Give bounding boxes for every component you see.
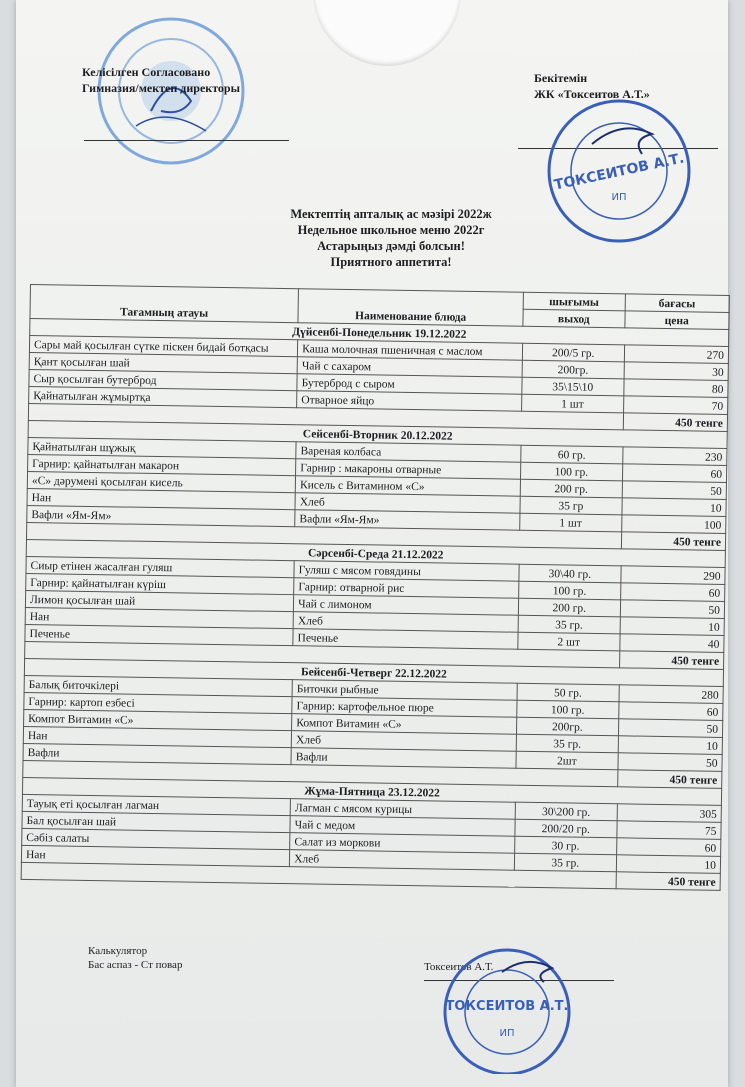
dish-name-ru: Вареная колбаса: [296, 442, 521, 463]
menu-sheet: [16, 0, 728, 1087]
dish-price: 50: [622, 481, 727, 500]
wish-ru: Приятного аппетита!: [330, 255, 452, 269]
menu-title: [216, 206, 566, 270]
approval-right-line2: ЖК «Токсеитов А.Т.»: [534, 87, 650, 101]
day-total: 450 тенге: [616, 872, 721, 891]
dish-price: 10: [621, 498, 726, 517]
approval-right-line1: Бекітемін: [534, 71, 588, 85]
dish-yield: 200гр.: [517, 717, 619, 736]
title-ru: Недельное школьное меню 2022г: [297, 223, 485, 237]
dish-name-kz: Сиыр етінен жасалған гуляш: [26, 556, 294, 577]
dish-price: 50: [620, 600, 725, 619]
dish-name-ru: Печенье: [293, 629, 518, 650]
dish-price: 60: [620, 583, 725, 602]
dish-name-kz: Гарнир: картоп езбесі: [24, 692, 292, 713]
dish-name-ru: Хлеб: [291, 731, 516, 752]
dish-price: 60: [616, 838, 721, 857]
dish-yield: 35 гр.: [516, 734, 618, 753]
day-total: 450 тенге: [619, 651, 724, 670]
dish-name-ru: Хлеб: [290, 850, 515, 871]
approval-left: [82, 64, 240, 96]
dish-price: 230: [622, 447, 727, 466]
dish-name-ru: Бутерброд с сыром: [297, 374, 522, 395]
dish-name-kz: Тауық еті қосылған лагман: [22, 794, 290, 815]
sheet-protector-notch: [313, 0, 461, 66]
dish-name-kz: Вафли: [23, 743, 291, 764]
col-price-ru: цена: [624, 311, 729, 330]
dish-name-kz: Нан: [27, 488, 295, 509]
dish-name-ru: Вафли: [291, 748, 516, 769]
col-yield-ru: выход: [523, 309, 625, 328]
dish-name-kz: Гарнир: қайнатылған күріш: [26, 573, 294, 594]
stamp-bottom-name: ТОКСЕИТОВ А.Т.: [445, 999, 569, 1014]
dish-yield: 1 шт: [520, 513, 622, 532]
dish-yield: 30\40 гр.: [519, 564, 621, 583]
dish-name-kz: Печенье: [25, 624, 293, 645]
dish-name-ru: Компот Витамин «С»: [292, 714, 517, 735]
dish-price: 75: [616, 821, 721, 840]
menu-table: [21, 284, 730, 891]
dish-name-kz: Қайнатылған жұмыртқа: [29, 386, 297, 407]
footer-chef: Бас аспаз - Ст повар: [88, 959, 183, 971]
dish-name-ru: Гуляш с мясом говядины: [294, 561, 519, 582]
dish-name-kz: Сыр қосылған бутерброд: [29, 369, 297, 390]
dish-name-ru: Кисель с Витамином «С»: [295, 476, 520, 497]
dish-name-kz: Қант қосылған шай: [29, 352, 297, 373]
col-name-ru: Наименование блюда: [298, 289, 523, 327]
dish-name-ru: Гарнир: отварной рис: [294, 578, 519, 599]
dish-price: 280: [619, 685, 724, 704]
dish-price: 270: [624, 345, 729, 364]
dish-yield: 100 гр.: [521, 462, 623, 481]
dish-name-kz: Нан: [21, 845, 289, 866]
dish-name-kz: Сәбіз салаты: [22, 828, 290, 849]
dish-yield: 200гр.: [522, 360, 624, 379]
col-yield-kz: шығымы: [523, 292, 625, 311]
day-title: Жұма-Пятница 23.12.2022: [22, 777, 721, 805]
dish-name-ru: Хлеб: [295, 493, 520, 514]
dish-name-kz: Вафли «Ям-Ям»: [27, 505, 295, 526]
dish-name-kz: Гарнир: қайнатылған макарон: [28, 454, 296, 475]
table-header-row: [30, 285, 729, 313]
approval-left-line2: Гимназия/мектеп директоры: [82, 81, 240, 95]
dish-name-kz: Нан: [25, 607, 293, 628]
dish-name-kz: Лимон қосылған шай: [25, 590, 293, 611]
day-title: Сәрсенбі-Среда 21.12.2022: [26, 539, 725, 567]
dish-yield: 1 шт: [522, 394, 624, 413]
day-title: Бейсенбі-Четверг 22.12.2022: [24, 658, 723, 686]
dish-price: 50: [618, 719, 723, 738]
dish-name-kz: Компот Витамин «С»: [24, 709, 292, 730]
approval-left-line1: Келісілген Согласовано: [82, 65, 211, 79]
dish-name-kz: Бал қосылған шай: [22, 811, 290, 832]
dish-price: 60: [618, 702, 723, 721]
dish-yield: 200 гр.: [520, 479, 622, 498]
dish-name-kz: Қайнатылған шұжық: [28, 437, 296, 458]
day-total: 450 тенге: [617, 770, 722, 789]
dish-price: 305: [617, 804, 722, 823]
wish-kz: Астарыңыз дәмді болсын!: [317, 239, 465, 253]
dish-name-ru: Чай с лимоном: [294, 595, 519, 616]
dish-yield: 100 гр.: [517, 700, 619, 719]
menu-body: [21, 319, 729, 891]
col-price-kz: бағасы: [625, 294, 730, 313]
day-title: Дүйсенбі-Понедельник 19.12.2022: [30, 319, 729, 347]
dish-yield: 50 гр.: [517, 683, 619, 702]
dish-price: 100: [621, 515, 726, 534]
day-total: 450 тенге: [621, 532, 726, 551]
dish-name-kz: Балық биточкілері: [24, 675, 292, 696]
dish-yield: 35\15\10: [522, 377, 624, 396]
dish-yield: 60 гр.: [521, 445, 623, 464]
dish-yield: 100 гр.: [519, 581, 621, 600]
dish-price: 50: [617, 753, 722, 772]
dish-yield: 30 гр.: [515, 836, 617, 855]
dish-price: 80: [623, 379, 728, 398]
dish-name-ru: Гарнир: картофельное пюре: [292, 697, 517, 718]
dish-name-ru: Чай с сахаром: [297, 357, 522, 378]
dish-name-ru: Хлеб: [293, 612, 518, 633]
dish-name-ru: Каша молочная пшеничная с маслом: [298, 340, 523, 361]
dish-yield: 30\200 гр.: [515, 802, 617, 821]
dish-yield: 35 гр.: [514, 853, 616, 872]
stamp-bottom-type: ИП: [499, 1028, 515, 1039]
dish-name-ru: Чай с медом: [290, 816, 515, 837]
signature-line-left: [84, 140, 289, 141]
footer-signer: Токсеитов А.Т.: [424, 961, 494, 973]
dish-name-kz: «С» дәрумені қосылған кисель: [27, 471, 295, 492]
ip-stamp-bottom: [432, 944, 582, 1074]
ip-stamp-top: [544, 96, 694, 246]
dish-yield: 200 гр.: [518, 598, 620, 617]
footer-calc: Калькулятор: [88, 945, 148, 957]
dish-price: 10: [620, 617, 725, 636]
stamp-top-name: ТОКСЕИТОВ А.Т.: [552, 150, 686, 194]
dish-price: 30: [624, 362, 729, 381]
dish-name-kz: Нан: [23, 726, 291, 747]
dish-price: 60: [622, 464, 727, 483]
footer-left: [88, 944, 182, 972]
dish-yield: 2шт: [516, 751, 618, 770]
dish-yield: 200/5 гр.: [522, 343, 624, 362]
dish-yield: 2 шт: [518, 632, 620, 651]
dish-yield: 35 гр: [520, 496, 622, 515]
dish-price: 290: [620, 566, 725, 585]
dish-name-ru: Вафли «Ям-Ям»: [295, 510, 520, 531]
dish-name-ru: Биточки рыбные: [292, 680, 517, 701]
day-total: 450 тенге: [623, 413, 728, 432]
dish-name-ru: Отварное яйцо: [297, 391, 522, 412]
dish-yield: 200/20 гр.: [515, 819, 617, 838]
dish-price: 70: [623, 396, 728, 415]
dish-name-ru: Гарнир : макароны отварные: [296, 459, 521, 480]
title-kz: Мектептің апталық ас мәзірі 2022ж: [290, 207, 492, 221]
day-title: Сейсенбі-Вторник 20.12.2022: [28, 420, 727, 448]
col-name-kz: Тағамның атауы: [30, 285, 299, 323]
dish-name-kz: Сары май қосылған сүтке піскен бидай ботқасы: [29, 336, 297, 357]
dish-price: 10: [616, 855, 721, 874]
dish-yield: 35 гр.: [518, 615, 620, 634]
dish-price: 10: [618, 736, 723, 755]
dish-name-ru: Салат из моркови: [290, 833, 515, 854]
stamp-top-type: ИП: [611, 192, 627, 203]
dish-price: 40: [619, 634, 724, 653]
dish-name-ru: Лагман с мясом курицы: [290, 799, 515, 820]
